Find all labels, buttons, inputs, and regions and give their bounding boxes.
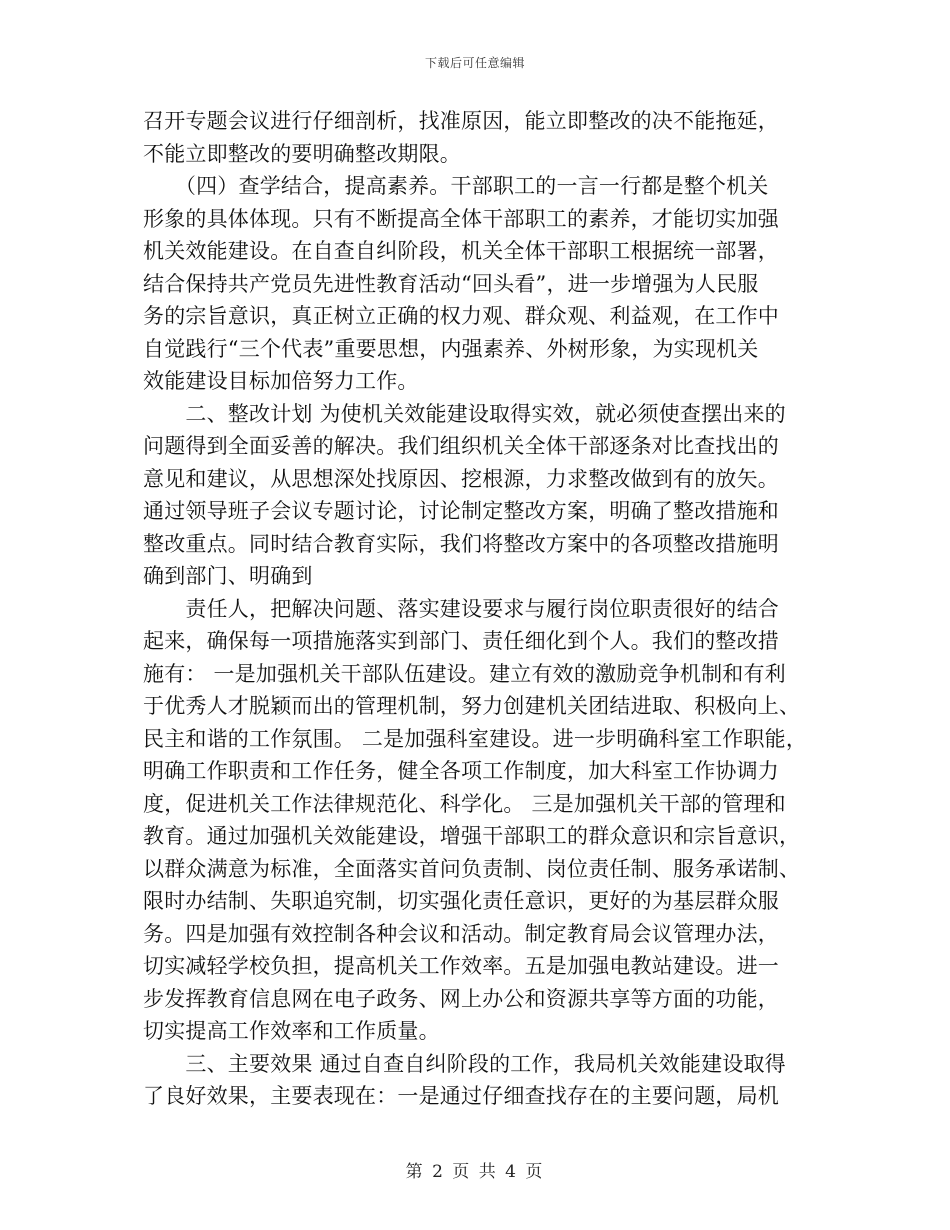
text-line: 教育。通过加强机关效能建设，增强干部职工的群众意识和宗旨意识， bbox=[143, 824, 801, 848]
text-line: 三、主要效果 通过自查自纠阶段的工作，我局机关效能建设取得 bbox=[143, 1051, 786, 1076]
text-line: 限时办结制、失职追究制，切实强化责任意识，更好的为基层群众服 bbox=[143, 889, 779, 913]
text-line: 切实提高工作效率和工作质量。 bbox=[143, 1019, 440, 1043]
text-line: 务。四是加强有效控制各种会议和活动。制定教育局会议管理办法， bbox=[143, 921, 779, 946]
text-line: 召开专题会议进行仔细剖析，找准原因，能立即整改的决不能拖延， bbox=[143, 109, 779, 133]
text-line: 民主和谐的工作氛围。 二是加强科室建设。进一步明确科室工作职能， bbox=[143, 726, 808, 751]
text-line: 起来，确保每一项措施落实到部门、责任细化到个人。我们的整改措 bbox=[143, 629, 779, 653]
text-line: 通过领导班子会议专题讨论，讨论制定整改方案，明确了整改措施和 bbox=[143, 499, 779, 523]
text-line: 明确工作职责和工作任务，健全各项工作制度，加大科室工作协调力 bbox=[143, 759, 779, 783]
text-line: 不能立即整改的要明确整改期限。 bbox=[143, 141, 461, 166]
text-line: 切实减轻学校负担，提高机关工作效率。五是加强电教站建设。进一 bbox=[143, 954, 779, 978]
text-line: 责任人，把解决问题、落实建设要求与履行岗位职责很好的结合 bbox=[143, 596, 779, 621]
page-footer: 第 2 页 共 4 页 bbox=[405, 1162, 545, 1182]
text-line: 整改重点。同时结合教育实际，我们将整改方案中的各项整改措施明 bbox=[143, 531, 779, 556]
page-header: 下载后可任意编辑 bbox=[424, 56, 525, 70]
text-line: （四）查学结合，提高素养。干部职工的一言一行都是整个机关 bbox=[143, 174, 769, 198]
document-body bbox=[143, 105, 811, 1113]
text-line: 自觉践行“三个代表”重要思想，内强素养、外树形象，为实现机关 bbox=[143, 336, 759, 361]
text-line: 于优秀人才脱颖而出的管理机制，努力创建机关团结进取、积极向上、 bbox=[143, 694, 801, 718]
text-line: 了良好效果，主要表现在：一是通过仔细查找存在的主要问题，局机 bbox=[143, 1084, 779, 1108]
text-line: 度，促进机关工作法律规范化、科学化。 三是加强机关干部的管理和 bbox=[143, 791, 786, 816]
text-line: 机关效能建设。在自查自纠阶段，机关全体干部职工根据统一部署， bbox=[143, 239, 779, 263]
text-line: 意见和建议，从思想深处找原因、挖根源，力求整改做到有的放矢。 bbox=[143, 466, 779, 491]
text-line: 确到部门、明确到 bbox=[143, 564, 313, 588]
text-line: 结合保持共产党员先进性教育活动“回头看”，进一步增强为人民服 bbox=[143, 271, 759, 296]
text-line: 步发挥教育信息网在电子政务、网上办公和资源共享等方面的功能， bbox=[143, 986, 779, 1011]
text-line: 形象的具体体现。只有不断提高全体干部职工的素养，才能切实加强 bbox=[143, 206, 779, 231]
text-line: 以群众满意为标准，全面落实首问负责制、岗位责任制、服务承诺制、 bbox=[143, 856, 801, 881]
text-line: 施有： 一是加强机关干部队伍建设。建立有效的激励竞争机制和有利 bbox=[143, 661, 786, 686]
text-line: 效能建设目标加倍努力工作。 bbox=[143, 369, 419, 393]
text-line: 二、整改计划 为使机关效能建设取得实效，就必须使查摆出来的 bbox=[143, 401, 786, 426]
text-line: 问题得到全面妥善的解决。我们组织机关全体干部逐条对比查找出的 bbox=[143, 434, 779, 458]
text-line: 务的宗旨意识，真正树立正确的权力观、群众观、利益观，在工作中 bbox=[143, 304, 779, 328]
